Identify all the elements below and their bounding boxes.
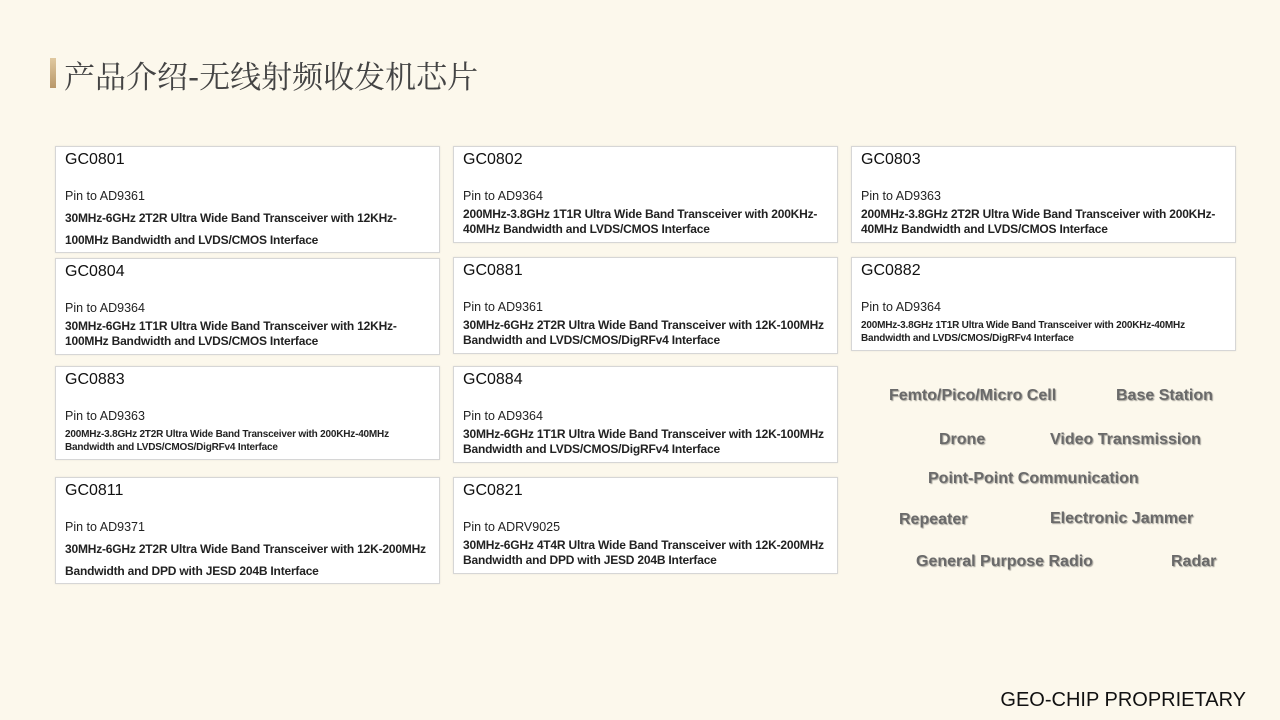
product-pin: Pin to AD9371 bbox=[65, 520, 145, 534]
product-description: 30MHz-6GHz 2T2R Ultra Wide Band Transceiver with 12K-200MHz Bandwidth and DPD with JESD 204B Interface bbox=[65, 542, 426, 578]
product-description: 200MHz-3.8GHz 1T1R Ultra Wide Band Transceiver with 200KHz-40MHz Bandwidth and LVDS/CMOS/DigRFv4 Interface bbox=[861, 320, 1185, 344]
product-code: GC0821 bbox=[463, 482, 523, 499]
page-title: 产品介绍-无线射频收发机芯片 bbox=[64, 60, 479, 96]
product-code: GC0881 bbox=[463, 262, 523, 279]
product-code: GC0883 bbox=[65, 371, 125, 388]
application-general-purpose-radio: General Purpose Radio bbox=[916, 553, 1093, 570]
product-description: 200MHz-3.8GHz 2T2R Ultra Wide Band Transceiver with 200KHz-40MHz Bandwidth and LVDS/CMOS/DigRFv4 Interface bbox=[65, 429, 389, 453]
product-card-gc0881 bbox=[453, 257, 838, 354]
product-code: GC0802 bbox=[463, 151, 523, 168]
application-point-point-communication: Point-Point Communication bbox=[928, 470, 1139, 487]
product-pin: Pin to AD9364 bbox=[65, 301, 145, 315]
product-pin: Pin to AD9361 bbox=[65, 189, 145, 203]
product-card-gc0882 bbox=[851, 257, 1236, 351]
product-card-gc0821 bbox=[453, 477, 838, 574]
application-radar: Radar bbox=[1171, 553, 1217, 570]
product-card-gc0804 bbox=[55, 258, 440, 355]
product-description: 200MHz-3.8GHz 2T2R Ultra Wide Band Transceiver with 200KHz-40MHz Bandwidth and LVDS/CMOS Interface bbox=[861, 207, 1216, 236]
product-description: 200MHz-3.8GHz 1T1R Ultra Wide Band Transceiver with 200KHz-40MHz Bandwidth and LVDS/CMOS Interface bbox=[463, 207, 818, 236]
product-pin: Pin to AD9361 bbox=[463, 300, 543, 314]
product-description: 30MHz-6GHz 4T4R Ultra Wide Band Transceiver with 12K-200MHz Bandwidth and DPD with JESD 204B Interface bbox=[463, 538, 824, 567]
product-code: GC0801 bbox=[65, 151, 125, 168]
product-pin: Pin to AD9363 bbox=[861, 189, 941, 203]
product-card-gc0884 bbox=[453, 366, 838, 463]
product-description: 30MHz-6GHz 1T1R Ultra Wide Band Transceiver with 12K-100MHz Bandwidth and LVDS/CMOS/DigRFv4 Interface bbox=[463, 427, 824, 456]
footer-proprietary: GEO-CHIP PROPRIETARY bbox=[1000, 689, 1246, 711]
application-femto-pico-micro-cell: Femto/Pico/Micro Cell bbox=[889, 387, 1057, 404]
product-code: GC0811 bbox=[65, 482, 124, 499]
title-accent-bar bbox=[50, 58, 56, 88]
product-description: 30MHz-6GHz 2T2R Ultra Wide Band Transceiver with 12K-100MHz Bandwidth and LVDS/CMOS/DigRFv4 Interface bbox=[463, 318, 824, 347]
application-base-station: Base Station bbox=[1116, 387, 1213, 404]
product-pin: Pin to AD9364 bbox=[861, 300, 941, 314]
product-card-gc0803 bbox=[851, 146, 1236, 243]
product-card-gc0811 bbox=[55, 477, 440, 584]
product-description: 30MHz-6GHz 2T2R Ultra Wide Band Transceiver with 12KHz-100MHz Bandwidth and LVDS/CMOS Interface bbox=[65, 211, 397, 247]
application-drone: Drone bbox=[939, 431, 986, 448]
product-card-gc0883 bbox=[55, 366, 440, 460]
application-repeater: Repeater bbox=[899, 511, 968, 528]
product-description: 30MHz-6GHz 1T1R Ultra Wide Band Transceiver with 12KHz-100MHz Bandwidth and LVDS/CMOS Interface bbox=[65, 319, 397, 348]
product-pin: Pin to AD9363 bbox=[65, 409, 145, 423]
product-pin: Pin to AD9364 bbox=[463, 409, 543, 423]
product-pin: Pin to ADRV9025 bbox=[463, 520, 561, 534]
product-pin: Pin to AD9364 bbox=[463, 189, 543, 203]
product-code: GC0882 bbox=[861, 262, 921, 279]
application-video-transmission: Video Transmission bbox=[1050, 431, 1201, 448]
product-card-gc0801 bbox=[55, 146, 440, 253]
application-electronic-jammer: Electronic Jammer bbox=[1050, 510, 1194, 527]
product-code: GC0803 bbox=[861, 151, 921, 168]
product-card-gc0802 bbox=[453, 146, 838, 243]
product-code: GC0884 bbox=[463, 371, 523, 388]
product-code: GC0804 bbox=[65, 263, 125, 280]
